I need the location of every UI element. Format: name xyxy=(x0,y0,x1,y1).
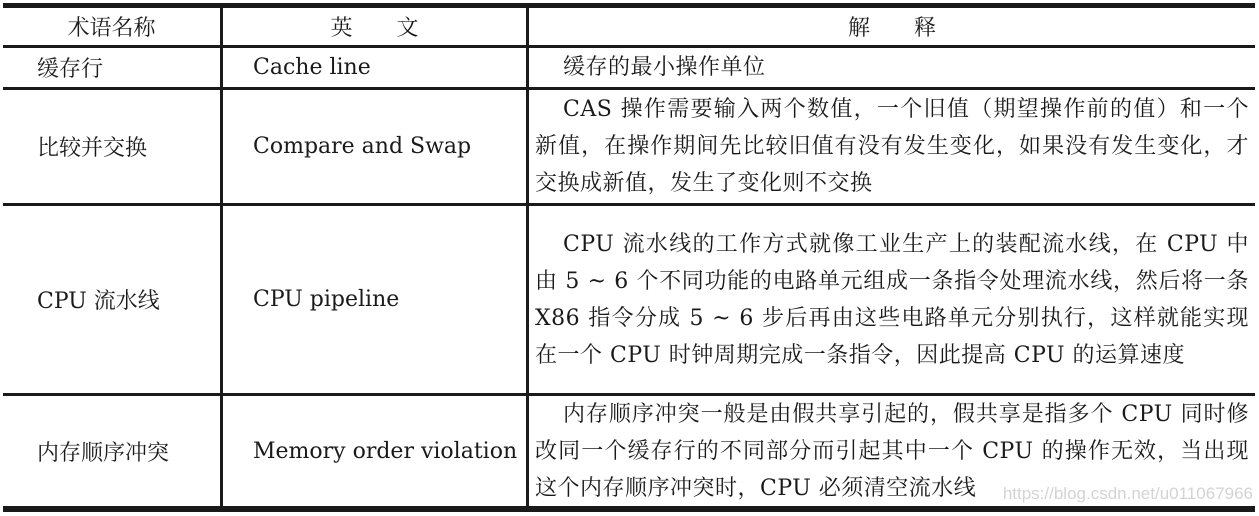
english-cell: CPU pipeline xyxy=(253,287,400,312)
term-cell: 内存顺序冲突 xyxy=(37,440,170,466)
description-text: 缓存的最小操作单位 xyxy=(563,55,766,80)
term-cell: 比较并交换 xyxy=(37,136,148,161)
description-text: CAS 操作需要输入两个数值，一个旧值（期望操作前的值）和一个新值，在操作期间先比较旧值有没有发生变化，如果没有发生变化，才交换成新值，发生了变化则不交换 xyxy=(535,97,1249,196)
description-cell xyxy=(529,90,1255,203)
description-text: 内存顺序冲突一般是由假共享引起的，假共享是指多个 CPU 同时修改同一个缓存行的不同部分而引起其中一个 CPU 的操作无效，当出现这个内存顺序冲突时，CPU 必须清空流水线 xyxy=(535,401,1249,501)
glossary-table xyxy=(3,3,1255,512)
description-text: CPU 流水线的工作方式就像工业生产上的装配流水线，在 CPU 中由 5 ~ 6 个不同功能的电路单元组成一条指令处理流水线，然后将一条 X86 指令分成 5 ~ 6 步后再由这些电路单元分别执行，这样就能实现在一个 CPU 时钟周期完成一条指令，因此提高 CPU 的运算速度 xyxy=(535,231,1249,368)
header-term: 术语名称 xyxy=(67,16,156,41)
header-explanation: 解 释 xyxy=(847,16,936,41)
watermark: https://blog.csdn.net/u011067966 xyxy=(1002,484,1253,503)
english-cell: Compare and Swap xyxy=(253,134,472,159)
description-cell xyxy=(529,206,1255,393)
description-cell xyxy=(529,48,1255,87)
term-cell: 缓存行 xyxy=(37,57,104,82)
english-cell: Cache line xyxy=(253,55,371,80)
term-cell: CPU 流水线 xyxy=(37,289,160,314)
header-english: 英 文 xyxy=(330,16,419,41)
english-cell: Memory order violation xyxy=(253,438,518,464)
table-bottom-rule xyxy=(3,506,1255,512)
